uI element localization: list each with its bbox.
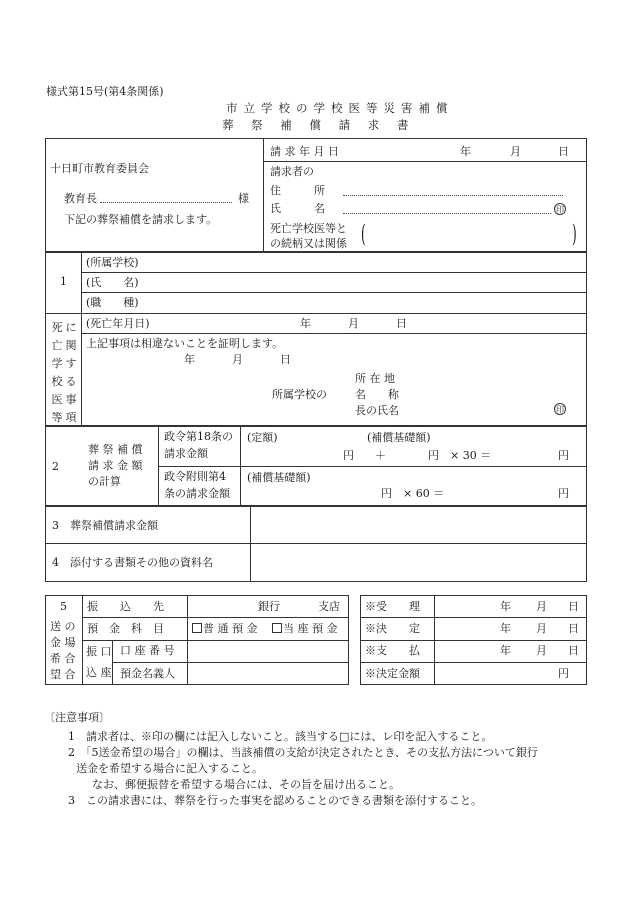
superintendent-label: 教育長 <box>64 192 97 205</box>
claim-day: 日 <box>558 145 569 158</box>
received-year: 年 <box>500 600 511 613</box>
cert-year: 年 <box>184 353 195 366</box>
article-18-label-1: 政令第18条の <box>164 430 233 443</box>
decided-year: 年 <box>500 622 511 635</box>
section-2-label-3: の計算 <box>88 475 121 488</box>
plus-sign: ＋ <box>375 449 386 462</box>
section-4-label: 4 添付する書類その他の資料名 <box>52 556 213 569</box>
basic-yen-2: 円 <box>381 487 392 500</box>
section-5-side-4: 望 合 <box>50 668 76 681</box>
basic-amount-label-2: (補償基礎額) <box>247 471 311 484</box>
school-address-label: 所 在 地 <box>355 372 395 385</box>
address-label: 住 所 <box>270 184 325 197</box>
decided-month: 月 <box>536 622 547 635</box>
claimant-name-label: 氏 名 <box>270 202 325 215</box>
job-label: (職 種) <box>86 296 139 309</box>
section-2-label-1: 葬 祭 補 償 <box>88 443 143 456</box>
section-5-side-2: 金 場 <box>50 636 76 649</box>
section-5-number: 5 <box>60 600 67 613</box>
seal-mark: 印 <box>556 205 564 214</box>
account-number-label: 口 座 番 号 <box>120 644 175 657</box>
school-title-label: 名 称 <box>355 388 399 401</box>
paid-month: 月 <box>536 644 547 657</box>
section-5-side-1: 送 の <box>50 620 76 633</box>
relation-label-1: 死亡学校医等と <box>270 222 347 235</box>
deposit-type-label: 預 金 科 目 <box>87 622 164 635</box>
death-date-label: (死亡年月日) <box>86 317 150 330</box>
received-day: 日 <box>568 600 579 613</box>
ordinary-deposit-option[interactable]: 普 通 預 金 <box>192 623 258 634</box>
bracket-right: ) <box>572 220 577 248</box>
cert-month: 月 <box>232 353 243 366</box>
branch-label: 支店 <box>318 600 340 613</box>
section-2-label-2: 請 求 金 額 <box>88 459 143 472</box>
deceased-name-label: (氏 名) <box>86 276 139 289</box>
basic-yen: 円 <box>428 449 439 462</box>
article-18-yen: 円 <box>558 449 569 462</box>
fixed-yen: 円 <box>343 449 354 462</box>
supplementary-yen: 円 <box>558 487 569 500</box>
certify-text: 上記事項は相違ないことを証明します。 <box>86 337 284 350</box>
paid-year: 年 <box>500 644 511 657</box>
transfer-to-label: 振 込 先 <box>87 600 164 613</box>
claimant-label: 請求者の <box>270 165 314 178</box>
transfer-side-1: 振 口 <box>86 645 112 658</box>
death-day: 日 <box>396 317 407 330</box>
decided-amount-label: ※決定金額 <box>365 667 420 680</box>
school-head-label: 長の氏名 <box>355 404 399 417</box>
account-name-label: 預金名義人 <box>120 667 175 680</box>
note-2-line-1: 2 「5送金希望の場合」の欄は、当該補償の支給が決定されたとき、その支払方法について銀行 <box>68 746 538 759</box>
board-name: 十日町市教育委員会 <box>50 162 149 175</box>
bracket-left: ( <box>361 220 366 248</box>
superintendent-name-line[interactable] <box>100 202 232 203</box>
article-18-label-2: 請求金額 <box>164 447 208 460</box>
current-checkbox[interactable] <box>272 623 282 633</box>
decided-amount-yen: 円 <box>558 667 569 680</box>
cert-day: 日 <box>280 353 291 366</box>
school-label: (所属学校) <box>86 256 139 269</box>
bank-label: 銀行 <box>258 600 280 613</box>
section-1-side-left: 死 亡 学 校 医 等 <box>51 321 63 424</box>
note-2-line-2: 送金を希望する場合に記入すること。 <box>76 762 263 775</box>
current-deposit-option[interactable]: 当 座 預 金 <box>272 623 338 634</box>
received-month: 月 <box>536 600 547 613</box>
seal-mark: 印 <box>556 405 564 414</box>
notes-heading: 〔注意事項〕 <box>44 711 110 724</box>
fixed-amount-label: (定額) <box>247 431 278 444</box>
form-number: 様式第15号(第4条関係) <box>46 85 164 98</box>
supplementary-label-1: 政令附則第4 <box>164 470 226 483</box>
request-statement: 下記の葬祭補償を請求します。 <box>64 213 218 226</box>
note-1: 1 請求者は、※印の欄には記入しないこと。該当する□には、レ印を記入すること。 <box>68 730 493 743</box>
death-month: 月 <box>348 317 359 330</box>
note-3: 3 この請求書には、葬祭を行った事実を認めることのできる書類を添付すること。 <box>68 794 482 807</box>
title-line-1: 市立学校の学校医等災害補償 <box>226 101 454 115</box>
title-line-2: 葬 祭 補 償 請 求 書 <box>222 118 416 132</box>
decided-label: ※決 定 <box>365 622 420 635</box>
claim-year: 年 <box>460 145 471 158</box>
received-label: ※受 理 <box>365 600 420 613</box>
times-60: × 60 ＝ <box>403 487 445 500</box>
basic-amount-label: (補償基礎額) <box>367 431 431 444</box>
paid-day: 日 <box>568 644 579 657</box>
death-year: 年 <box>300 317 311 330</box>
supplementary-label-2: 条の請求金額 <box>164 487 230 500</box>
times-30: × 30 ＝ <box>450 449 492 462</box>
claim-date-label: 請 求 年 月 日 <box>270 145 339 158</box>
ordinary-checkbox[interactable] <box>192 623 202 633</box>
transfer-side-2: 込 座 <box>86 666 112 679</box>
relation-label-2: の続柄又は関係 <box>270 237 347 250</box>
claim-month: 月 <box>510 145 521 158</box>
section-5-side-3: 希 合 <box>50 652 76 665</box>
school-of-label: 所属学校の <box>272 388 327 401</box>
paid-label: ※支 払 <box>365 644 420 657</box>
claimant-name-field[interactable] <box>343 213 551 214</box>
section-2-number: 2 <box>52 460 59 473</box>
section-3-label: 3 葬祭補償請求金額 <box>52 519 158 532</box>
honorific: 様 <box>238 192 249 205</box>
note-2-line-3: なお、郵便振替を希望する場合には、その旨を届け出ること。 <box>92 778 400 791</box>
section-1-side-right: に 関 す る 事 項 <box>65 321 77 424</box>
decided-day: 日 <box>568 622 579 635</box>
address-field[interactable] <box>343 195 563 196</box>
section-1-number: 1 <box>60 275 67 288</box>
